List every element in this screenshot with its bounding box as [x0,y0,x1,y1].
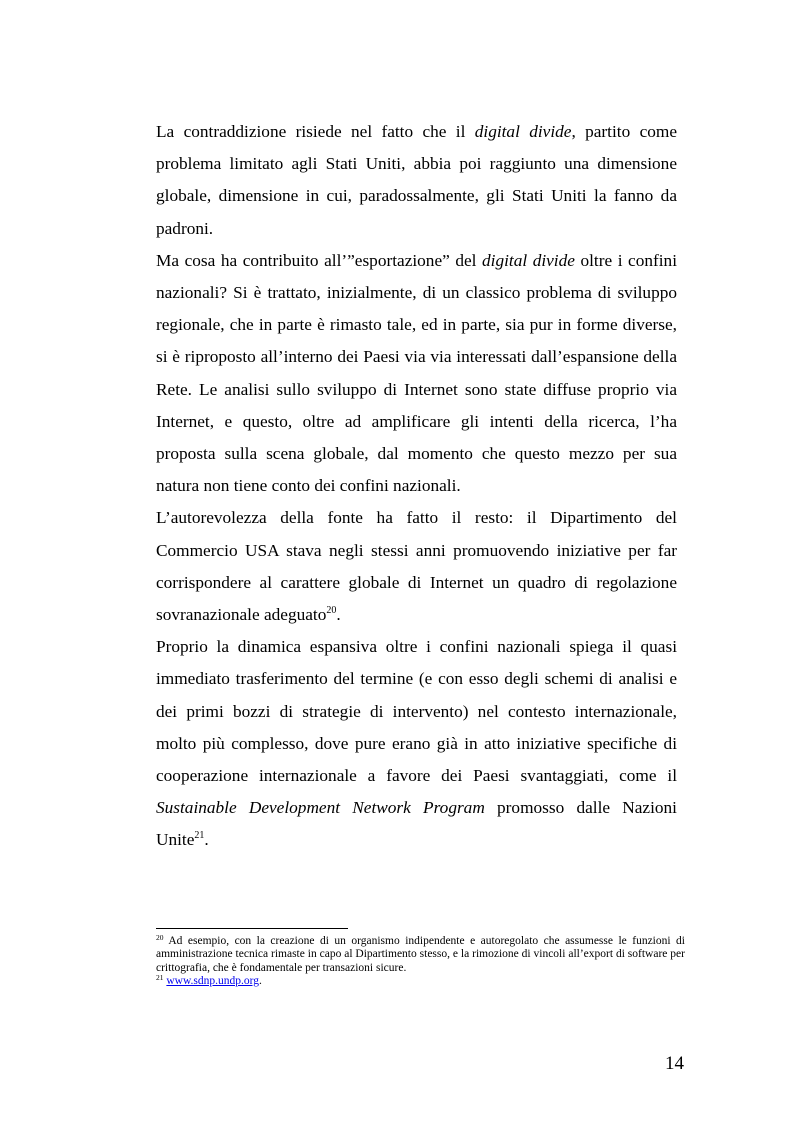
paragraph-3 [156,502,677,631]
footnote-number: 21 [156,973,164,983]
paragraph-text: L’autorevolezza della fonte ha fatto il resto: il Dipartimento del Commercio USA stava negli stessi anni promuovendo iniziative per far corrispondere al carattere globale di Internet un quadro di regolazione sovranazionale adeguato [156,508,677,625]
footnote-ref-20[interactable]: 20 [326,605,337,617]
italic-term: Sustainable Development Network Program [156,798,485,818]
footnote-link[interactable]: www.sdnp.undp.org [166,975,260,988]
paragraph-text: , partito come problema limitato agli Stati Uniti, abbia poi raggiunto una dimensione globale, dimensione in cui, paradossalmente, gli Stati Uniti la fanno da padroni. [156,122,677,238]
footnote-number: 20 [156,933,164,942]
page-number: 14 [665,1053,684,1074]
paragraph-text: La contraddizione risiede nel fatto che il [156,122,475,141]
footnote-text: . [259,975,262,988]
footnote-20 [156,935,685,975]
footnotes [156,935,685,989]
paragraph-text: . [336,605,341,625]
italic-term: digital divide [482,250,575,270]
paragraph-text: promosso dalle Nazioni Unite [156,798,677,850]
italic-term: digital divide [474,122,572,141]
paragraph-1 [156,116,677,245]
footnote-text: Ad esempio, con la creazione di un organismo indipendente e autoregolato che assumesse le funzioni di amministrazione tecnica rimaste in capo al Dipartimento stesso, e la rimozione di vincoli all’export di software per crittografia, che è fondamentale per transazioni sicure. [156,935,685,974]
paragraph-text: . [204,830,209,850]
paragraph-text: Proprio la dinamica espansiva oltre i confini nazionali spiega il quasi immediato trasferimento del termine (e con esso degli schemi di analisi e dei primi bozzi di strategie di intervento) nel contesto internazionale, molto più complesso, dove pure erano già in atto iniziative specifiche di cooperazione internazionale a favore dei Paesi svantaggiati, come il [156,637,677,786]
paragraph-4 [156,631,677,856]
paragraph-2 [156,245,677,503]
footnote-21 [156,975,685,988]
body-text [156,116,677,857]
footnote-ref-21[interactable]: 21 [194,830,205,842]
paragraph-text: oltre i confini nazionali? Si è trattato, inizialmente, di un classico problema di sviluppo regionale, che in parte è rimasto tale, ed in parte, sia pur in forme diverse, si è riproposto all’interno dei Paesi via via interessati dall’espansione della Rete. Le analisi sullo sviluppo di Internet sono state diffuse proprio via Internet, e questo, oltre ad amplificare gli intenti della ricerca, l’ha proposta sulla scena globale, dal momento che questo mezzo per sua natura non tiene conto dei confini nazionali. [156,250,677,496]
footnote-separator [156,928,348,929]
paragraph-text: Ma cosa ha contribuito all’”esportazione” del [156,250,483,270]
